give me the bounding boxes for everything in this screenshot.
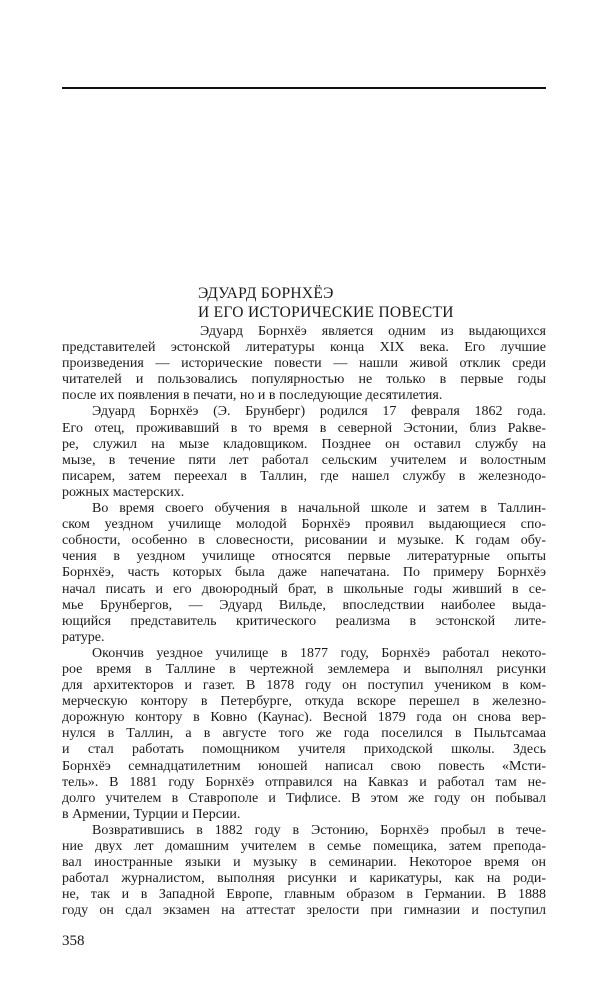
text-line: Эдуард Борнхёэ (Э. Брунберг) родился 17 февраля 1862 года. [92, 404, 546, 420]
text-line: мерческую контору в Петербурге, откуда вскоре перешел в железно- [62, 694, 546, 710]
paragraph [62, 501, 546, 646]
text-line: работал журналистом, выполняя рисунки и карикатуры, как на роди- [62, 871, 546, 887]
text-line: нулся в Таллин, а в августе того же года поселился в Пыльтсамаа [62, 726, 546, 742]
chapter-title-line: ЭДУАРД БОРНХЁЭ [198, 285, 334, 302]
text-line: в Армении, Турции и Персии. [62, 806, 241, 822]
text-line: ратуре. [62, 629, 105, 645]
text-line: тель». В 1881 году Борнхёэ отправился на Кавказ и работал там не- [62, 774, 546, 790]
text-line: писарем, затем переехал в Таллин, где нашел службу в железнодо- [62, 468, 546, 484]
text-line: собности, особенно в словесности, рисовании и музыке. К годам обу- [62, 533, 546, 549]
text-line: ющийся представитель критического реализма в эстонской лите- [62, 613, 546, 629]
text-line: Окончив уездное училище в 1877 году, Борнхёэ работал некото- [92, 645, 546, 661]
chapter-title [198, 284, 454, 322]
text-line: дорожную контору в Ковно (Каунас). Весной 1879 года он снова вер- [62, 710, 546, 726]
text-line: представителей эстонской литературы конца XIX века. Его лучшие [62, 340, 546, 356]
text-line: чения в уездном училище относятся первые литературные опыты [62, 549, 546, 565]
text-line: мье Брунбергов, — Эдуард Вильде, впоследствии наиболее выда- [62, 597, 546, 613]
paragraph [62, 404, 546, 501]
text-line: не, так и в Западной Европе, главным образом в Германии. В 1888 [62, 887, 546, 903]
text-line: Борнхёэ семнадцатилетним юношей написал свою повесть «Мсти- [62, 758, 546, 774]
text-line: Эдуард Борнхёэ является одним из выдающихся [200, 324, 546, 339]
text-line: Борнхёэ, часть которых была даже напечатана. По примеру Борнхёэ [62, 565, 546, 581]
body-text [62, 324, 546, 919]
paragraph [62, 646, 546, 823]
text-line: мызе, в течение пяти лет работал сельским учителем и волостным [62, 452, 546, 468]
paragraph [62, 823, 546, 920]
text-line: вал иностранные языки и музыку в семинарии. Некоторое время он [62, 855, 546, 871]
text-line: после их появления в печати, но и в последующие десятилетия. [62, 388, 443, 404]
text-line: Возвратившись в 1882 году в Эстонию, Борнхёэ пробыл в тече- [92, 822, 546, 838]
text-line: рое время в Таллине в чертежной землемера и выполнял рисунки [62, 661, 546, 677]
text-line: произведения — исторические повести — нашли живой отклик среди [62, 356, 546, 372]
text-line: ние двух лет домашним учителем в семье помещика, затем препода- [62, 839, 546, 854]
text-line: читателей и пользовались популярностью не только в первые годы [62, 372, 546, 388]
text-line: для архитекторов и газет. В 1878 году он поступил учеником в ком- [62, 678, 546, 694]
text-line: Во время своего обучения в начальной школе и затем в Таллин- [92, 501, 546, 517]
page-number: 358 [62, 933, 85, 949]
text-line: Его отец, проживавший в то время в северной Эстонии, близ Раkве- [62, 420, 546, 436]
text-line: начал писать и его двоюродный брат, в школьные годы живший в се- [62, 581, 546, 597]
text-line: ре, служил на мызе кладовщиком. Позднее он оставил службу на [62, 436, 546, 452]
header-rule [62, 87, 546, 89]
paragraph [62, 324, 546, 404]
text-line: и стал работать помощником учителя приходской школы. Здесь [62, 742, 546, 758]
text-line: году он сдал экзамен на аттестат зрелости при гимназии и поступил [62, 903, 546, 919]
text-line: рожных мастерских. [62, 484, 185, 500]
text-line: ском уездном училище молодой Борнхёэ проявил выдающиеся спо- [62, 517, 546, 533]
chapter-title-line: И ЕГО ИСТОРИЧЕСКИЕ ПОВЕСТИ [198, 304, 454, 321]
text-line: долго учителем в Ставрополе и Тифлисе. В этом же году он побывал [62, 790, 546, 806]
